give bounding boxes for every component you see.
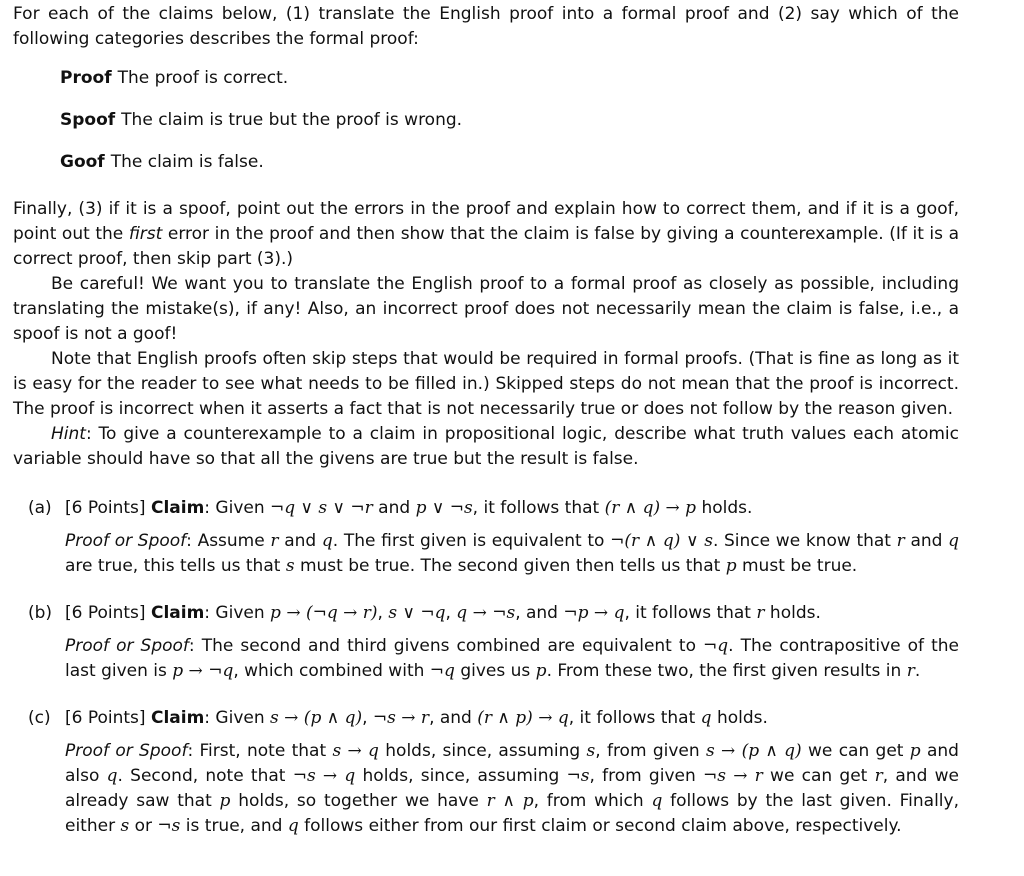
problem-label: (b) (28, 603, 53, 623)
formula: ¬p → q (563, 603, 625, 623)
proof-text: Proof or Spoof: Assume r and q. The first given is equivalent to ¬(r ∧ q) ∨ s. Since we know that r and q are true, this tells us that s must be true. The second given then tells us that p must be true. (65, 531, 960, 576)
problem-label: (c) (28, 708, 51, 728)
category-desc: The claim is true but the proof is wrong. (121, 110, 463, 130)
problem-b (13, 601, 959, 684)
hint-label: Hint (51, 424, 86, 444)
proof-label: Proof or Spoof (65, 636, 189, 656)
finally-paragraph: Finally, (3) if it is a spoof, point out the errors in the proof and explain how to correct them, and if it is a goof, point out the first error in the proof and then show that the claim is false by giving a counterexample. (If it is a correct proof, then skip part (3).) (13, 199, 960, 269)
formula: q → ¬s (456, 603, 516, 623)
formula: p ∨ ¬s (415, 498, 473, 518)
category-desc: The claim is false. (110, 152, 264, 172)
formula: p → (¬q → r) (270, 603, 378, 623)
proof-text: Proof or Spoof: The second and third givens combined are equivalent to ¬q. The contrapositive of the last given is p → ¬q, which combined with ¬q gives us p. From these two, the first given results in r. (65, 636, 959, 681)
problem-label: (a) (28, 498, 52, 518)
category-term: Spoof (60, 110, 116, 130)
emphasis-first: first (128, 224, 163, 244)
formula: s ∨ ¬q (388, 603, 446, 623)
category-spoof (13, 108, 959, 133)
hint-paragraph: Hint: To give a counterexample to a claim in propositional logic, describe what truth values each atomic variable should have so that all the givens are true but the result is false. (13, 424, 959, 469)
formula: s → (p ∧ q) (270, 708, 363, 728)
formula: ¬s → r (372, 708, 430, 728)
proof-label: Proof or Spoof (65, 531, 187, 551)
note-paragraph: Note that English proofs often skip steps that would be required in formal proofs. (That is fine as long as it is easy for the reader to see what needs to be filled in.) Skipped steps do not mean that the proof is incorrect. The proof is incorrect when it asserts a fact that is not necessarily true or does not follow by the reason given. (13, 349, 959, 419)
homework-page (13, 2, 959, 839)
claim-label: Claim (150, 708, 205, 728)
claim-line: [6 Points] Claim: Given ¬q ∨ s ∨ ¬r and p ∨ ¬s, it follows that (r ∧ q) → p holds. (65, 498, 753, 518)
category-proof (13, 66, 959, 91)
formula: r (756, 603, 765, 623)
formula: (r ∧ q) → p (604, 498, 697, 518)
claim-line: [6 Points] Claim: Given p → (¬q → r), s ∨ ¬q, q → ¬s, and ¬p → q, it follows that r holds. (65, 603, 821, 623)
claim-label: Claim (150, 498, 205, 518)
category-desc: The proof is correct. (117, 68, 289, 88)
proof-label: Proof or Spoof (65, 741, 188, 761)
proof-text: Proof or Spoof: First, note that s → q holds, since, assuming s, from given s → (p ∧ q) we can get p and also q. Second, note that ¬s → q holds, since, assuming ¬s, from given ¬s → r we can get r, and we already saw that p holds, so together we have r ∧ p, from which q follows by the last given. Finally, either s or ¬s is true, and q follows either from our first claim or second claim above, respectively. (65, 741, 959, 836)
formula: q (700, 708, 712, 728)
claim-line: [6 Points] Claim: Given s → (p ∧ q), ¬s → r, and (r ∧ p) → q, it follows that q holds. (65, 708, 768, 728)
intro-paragraph: For each of the claims below, (1) translate the English proof into a formal proof and (2) say which of the following categories describes the formal proof: (13, 4, 959, 49)
category-goof (13, 150, 959, 175)
formula: (r ∧ p) → q (477, 708, 569, 728)
category-term: Goof (60, 152, 105, 172)
problem-c (13, 706, 959, 839)
claim-label: Claim (150, 603, 205, 623)
formula: ¬q ∨ s ∨ ¬r (270, 498, 373, 518)
problem-a (13, 496, 959, 579)
category-term: Proof (60, 68, 112, 88)
careful-paragraph: Be careful! We want you to translate the English proof to a formal proof as closely as possible, including translating the mistake(s), if any! Also, an incorrect proof does not necessarily mean the claim is false, i.e., a spoof is not a goof! (13, 274, 959, 344)
